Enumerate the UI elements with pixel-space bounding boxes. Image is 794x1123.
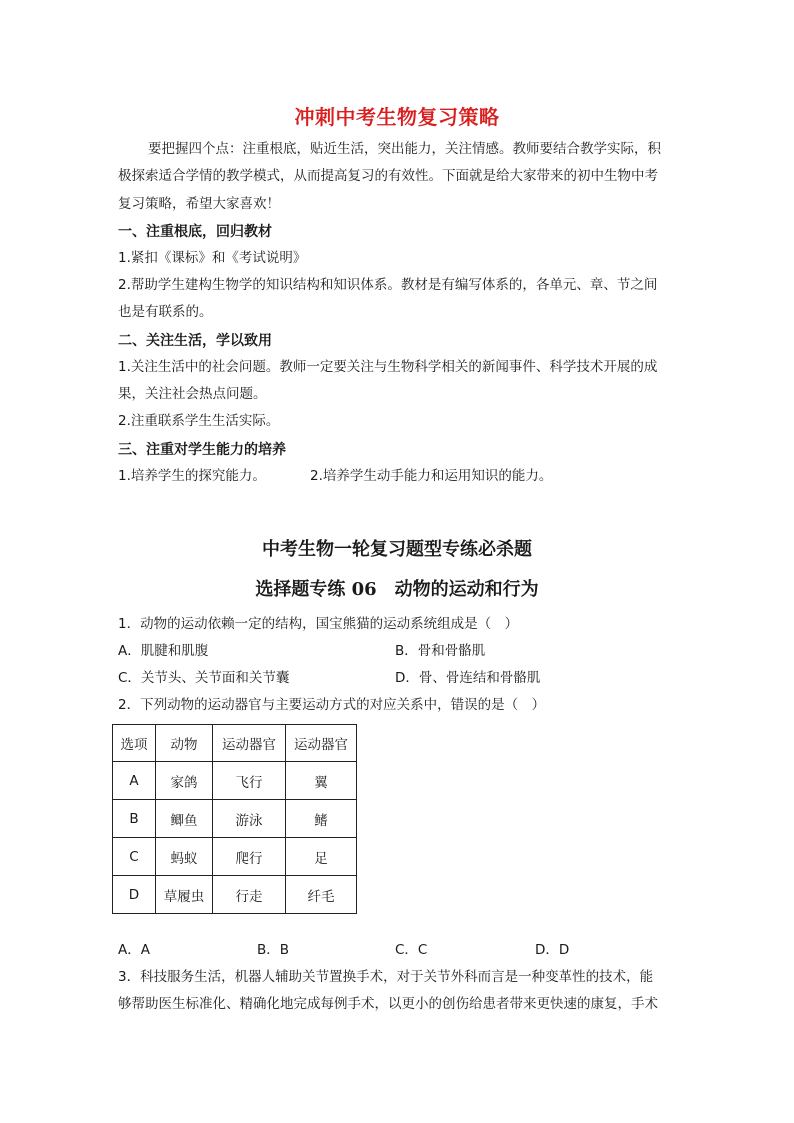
section2-item1-line1: 1.关注生活中的社会问题。教师一定要关注与生物科学相关的新闻事件、科学技术开展的成 bbox=[118, 359, 658, 375]
section2-item2: 2.注重联系学生生活实际。 bbox=[118, 413, 280, 429]
table-header-cell: 选项 bbox=[113, 725, 156, 762]
table-cell: B bbox=[113, 800, 156, 838]
table-cell: 行走 bbox=[213, 876, 286, 914]
intro-line-1: 要把握四个点：注重根底，贴近生活，突出能力，关注情感。教师要结合教学实际，积 bbox=[148, 141, 661, 157]
q2-option-a: A．A bbox=[118, 942, 150, 958]
table-cell: 草履虫 bbox=[156, 876, 213, 914]
table-header-cell: 运动器官 bbox=[286, 725, 357, 762]
table-row bbox=[113, 838, 357, 876]
table-header-row bbox=[113, 725, 357, 762]
strategy-title: 冲刺中考生物复习策略 bbox=[294, 105, 500, 129]
intro-line-3: 复习策略，希望大家喜欢！ bbox=[118, 196, 280, 212]
table-cell: 爬行 bbox=[213, 838, 286, 876]
table-cell: A bbox=[113, 762, 156, 800]
table-row bbox=[113, 800, 357, 838]
table-header-cell: 运动器官 bbox=[213, 725, 286, 762]
q1-option-b: B．骨和骨骼肌 bbox=[395, 643, 486, 659]
q3-stem-line1: 3．科技服务生活，机器人辅助关节置换手术，对于关节外科而言是一种变革性的技术，能 bbox=[118, 969, 654, 985]
section1-item1: 1.紧扣《课标》和《考试说明》 bbox=[118, 250, 307, 266]
section1-heading: 一、注重根底，回归教材 bbox=[118, 224, 272, 240]
section2-heading: 二、关注生活，学以致用 bbox=[118, 333, 272, 349]
table-cell: D bbox=[113, 876, 156, 914]
q2-option-d: D．D bbox=[535, 942, 570, 958]
section2-item1-line2: 果，关注社会热点问题。 bbox=[118, 386, 267, 402]
q1-option-c: C．关节头、关节面和关节囊 bbox=[118, 670, 290, 686]
table-cell: 足 bbox=[286, 838, 357, 876]
section3-heading: 三、注重对学生能力的培养 bbox=[118, 442, 286, 458]
q2-option-b: B．B bbox=[257, 942, 290, 958]
table-cell: 飞行 bbox=[213, 762, 286, 800]
section1-item2-line2: 也是有联系的。 bbox=[118, 304, 213, 320]
q2-stem: 2．下列动物的运动器官与主要运动方式的对应关系中，错误的是（ ） bbox=[118, 697, 546, 713]
table-cell: 鳍 bbox=[286, 800, 357, 838]
table-row bbox=[113, 762, 357, 800]
section1-item2-line1: 2.帮助学生建构生物学的知识结构和知识体系。教材是有编写体系的，各单元、章、节之间 bbox=[118, 277, 658, 293]
table-cell: 鲫鱼 bbox=[156, 800, 213, 838]
table-cell: 纤毛 bbox=[286, 876, 357, 914]
exercise-title: 中考生物一轮复习题型专练必杀题 bbox=[262, 539, 532, 560]
q1-stem: 1．动物的运动依赖一定的结构，国宝熊猫的运动系统组成是（ ） bbox=[118, 616, 519, 632]
q2-option-c: C．C bbox=[395, 942, 428, 958]
table-cell: 家鸽 bbox=[156, 762, 213, 800]
section3-item2: 2.培养学生动手能力和运用知识的能力。 bbox=[310, 468, 553, 484]
table-cell: C bbox=[113, 838, 156, 876]
section3-item1: 1.培养学生的探究能力。 bbox=[118, 468, 266, 484]
q1-option-d: D．骨、骨连结和骨骼肌 bbox=[395, 670, 541, 686]
table-row bbox=[113, 876, 357, 914]
intro-line-2: 极探索适合学情的教学模式，从而提高复习的有效性。下面就是给大家带来的初中生物中考 bbox=[118, 168, 658, 184]
table-cell: 翼 bbox=[286, 762, 357, 800]
exercise-subtitle: 选择题专练 06 动物的运动和行为 bbox=[255, 579, 539, 600]
q1-option-a: A．肌腱和肌腹 bbox=[118, 643, 209, 659]
table-cell: 游泳 bbox=[213, 800, 286, 838]
table-cell: 蚂蚁 bbox=[156, 838, 213, 876]
q2-table bbox=[112, 724, 357, 914]
q3-stem-line2: 够帮助医生标准化、精确化地完成每例手术，以更小的创伤给患者带来更快速的康复，手术 bbox=[118, 996, 658, 1012]
table-header-cell: 动物 bbox=[156, 725, 213, 762]
